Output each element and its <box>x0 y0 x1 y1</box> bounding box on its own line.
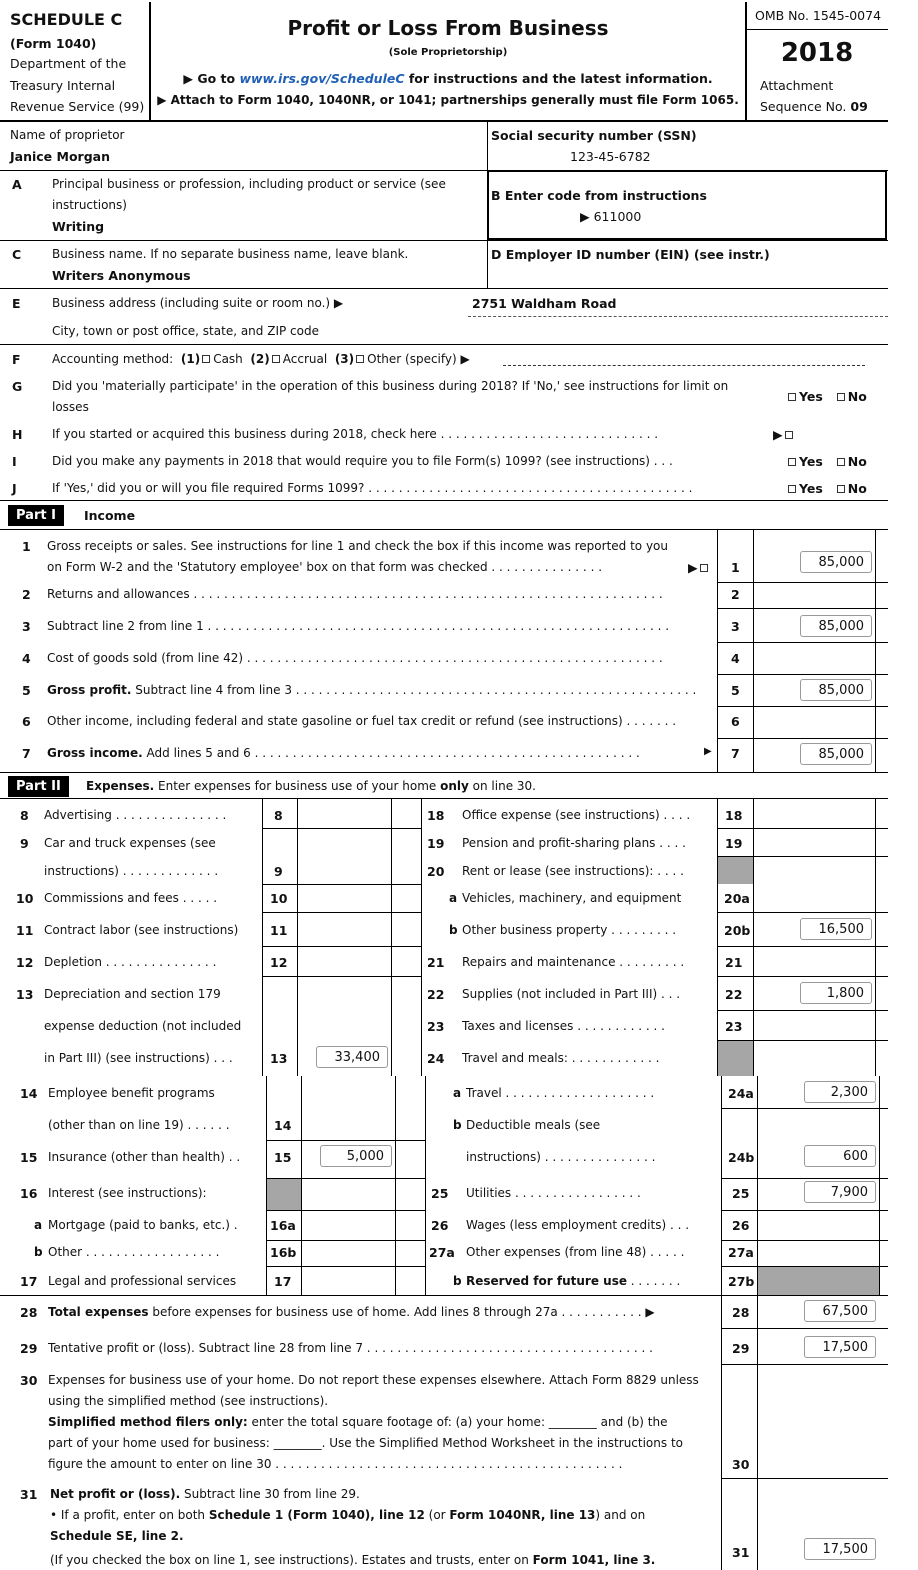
dept-line3: Revenue Service (99) <box>10 99 145 114</box>
row-i-label: Did you make any payments in 2018 that would require you to file Form(s) 1099? (see instructions) . . . <box>52 454 673 468</box>
cash-checkbox[interactable] <box>202 355 210 363</box>
row-g-letter: G <box>12 379 23 394</box>
line-29-label: Tentative profit or (loss). Subtract line 28 from line 7 . . . . . . . . . . . . . . . . . . . . . . . . . . . . . . . . . . . . . . <box>48 1341 653 1355</box>
accrual-checkbox[interactable] <box>272 355 280 363</box>
line-31-label3: Schedule SE, line 2. <box>50 1529 184 1543</box>
form-title: Profit or Loss From Business <box>287 16 609 40</box>
line-22-label: Supplies (not included in Part III) . . . <box>462 987 681 1001</box>
other-method-field[interactable] <box>503 365 865 366</box>
attach-line: ▶ Attach to Form 1040, 1040NR, or 1041; partnerships generally must file Form 1065. <box>157 93 739 107</box>
line-28-amount[interactable]: 67,500 <box>804 1300 876 1322</box>
line-24b-label: Deductible meals (see <box>466 1118 601 1132</box>
participate-choice[interactable]: Yes No <box>786 389 867 404</box>
row-h-letter: H <box>12 427 23 442</box>
line-3-label: Subtract line 2 from line 1 . . . . . . . . . . . . . . . . . . . . . . . . . . . . . . . . . . . . . . . . . . . . . . . . . . . . . . . . . . . . . <box>47 619 670 633</box>
line-21-label: Repairs and maintenance . . . . . . . . . <box>462 955 685 969</box>
line-4-label: Cost of goods sold (from line 42) . . . . . . . . . . . . . . . . . . . . . . . . . . . . . . . . . . . . . . . . . . . . . . . . . . . . . . . <box>47 651 663 665</box>
line-20b-label: Other business property . . . . . . . . . <box>462 923 677 937</box>
line-31-label4: (If you checked the box on line 1, see instructions). Estates and trusts, enter on Form 1041, line 3. <box>50 1553 656 1567</box>
omb-number: OMB No. 1545-0074 <box>755 8 882 23</box>
row-g-label: Did you 'materially participate' in the operation of this business during 2018? If 'No,' see instructions for limit on <box>52 379 729 393</box>
proprietor-name[interactable]: Janice Morgan <box>10 149 110 164</box>
line-3-amount[interactable]: 85,000 <box>800 615 872 637</box>
row-e-letter: E <box>12 296 21 311</box>
line-30-label2: using the simplified method (see instructions). <box>48 1394 329 1408</box>
row-e-label: Business address (including suite or room no.) ▶ <box>52 296 344 310</box>
line-31-amount[interactable]: 17,500 <box>804 1538 876 1560</box>
part-2-tag: Part II <box>8 776 69 797</box>
filed-1099-choice[interactable]: Yes No <box>786 481 867 496</box>
part-1-tag: Part I <box>8 505 64 526</box>
line-16b-label: Other . . . . . . . . . . . . . . . . . . <box>48 1245 220 1259</box>
attachment-label: Attachment <box>760 78 834 93</box>
line-13-amount[interactable]: 33,400 <box>316 1046 388 1068</box>
row-a-letter: A <box>12 177 22 192</box>
line-22-amount[interactable]: 1,800 <box>800 982 872 1004</box>
irs-link[interactable]: www.irs.gov/ScheduleC <box>239 71 405 86</box>
city-label: City, town or post office, state, and ZIP code <box>52 324 319 338</box>
row-j-letter: J <box>12 481 17 496</box>
line-11-label: Contract labor (see instructions) <box>44 923 239 937</box>
line-31-label2: • If a profit, enter on both Schedule 1 (Form 1040), line 12 (or Form 1040NR, line 13) and on <box>50 1508 646 1522</box>
line-5-label: Gross profit. Subtract line 4 from line 3 . . . . . . . . . . . . . . . . . . . . . . . . . . . . . . . . . . . . . . . . . . . . . . . . . . . . . <box>47 683 697 697</box>
line-9-label2: instructions) . . . . . . . . . . . . . <box>44 864 219 878</box>
business-address[interactable]: 2751 Waldham Road <box>472 296 617 311</box>
business-name[interactable]: Writers Anonymous <box>52 268 191 283</box>
line-26-label: Wages (less employment credits) . . . <box>466 1218 690 1232</box>
sequence-label: Sequence No. 09 <box>760 99 868 114</box>
line-30-label: Expenses for business use of your home. Do not report these expenses elsewhere. Attach Form 8829 unless <box>48 1373 699 1387</box>
dept-line1: Department of the <box>10 56 127 71</box>
line-13-label3: in Part III) (see instructions) . . . <box>44 1051 233 1065</box>
line-30-label3: Simplified method filers only: enter the total square footage of: (a) your home: ________ and (b) the <box>48 1415 668 1429</box>
started-checkbox[interactable]: ▶ <box>773 427 796 442</box>
goto-line: ▶ Go to www.irs.gov/ScheduleC for instructions and the latest information. <box>183 71 713 86</box>
line-9-label: Car and truck expenses (see <box>44 836 216 850</box>
line-1-label2: on Form W-2 and the 'Statutory employee' box on that form was checked . . . . . . . . . . . . . . . <box>47 560 603 574</box>
line-1-amount[interactable]: 85,000 <box>800 551 872 573</box>
line-28-label: Total expenses before expenses for business use of home. Add lines 8 through 27a . . . . . . . . . . . ▶ <box>48 1305 655 1319</box>
line-16-label: Interest (see instructions): <box>48 1186 207 1200</box>
line-30-label4: part of your home used for business: ________. Use the Simplified Method Worksheet in the instructions to <box>48 1436 683 1450</box>
row-i-letter: I <box>12 454 17 469</box>
ssn-label: Social security number (SSN) <box>491 128 697 143</box>
accounting-method: Accounting method: (1) Cash (2) Accrual (3) Other (specify) ▶ <box>52 352 470 366</box>
row-f-letter: F <box>12 352 21 367</box>
form-subtitle: (Sole Proprietorship) <box>388 47 508 58</box>
line-24a-amount[interactable]: 2,300 <box>804 1081 876 1103</box>
line-15-amount[interactable]: 5,000 <box>320 1145 392 1167</box>
line-25-amount[interactable]: 7,900 <box>804 1181 876 1203</box>
line-8-label: Advertising . . . . . . . . . . . . . . . <box>44 808 227 822</box>
form-ref: (Form 1040) <box>10 36 97 51</box>
payments-1099-choice[interactable]: Yes No <box>786 454 867 469</box>
line-7-label: Gross income. Add lines 5 and 6 . . . . . . . . . . . . . . . . . . . . . . . . . . . . . . . . . . . . . . . . . . . . . . . . . . . <box>47 746 640 760</box>
line-20-label: Rent or lease (see instructions): . . . . <box>462 864 684 878</box>
line-16a-label: Mortgage (paid to banks, etc.) . <box>48 1218 238 1232</box>
row-a-label: Principal business or profession, including product or service (see <box>52 177 446 191</box>
line-1-label: Gross receipts or sales. See instructions for line 1 and check the box if this income was reported to you <box>47 539 669 553</box>
line-5-amount[interactable]: 85,000 <box>800 679 872 701</box>
schedule-label: SCHEDULE C <box>10 10 123 29</box>
row-a-label2: instructions) <box>52 198 127 212</box>
row-g-label2: losses <box>52 400 89 414</box>
other-method-checkbox[interactable] <box>356 355 364 363</box>
row-h-label: If you started or acquired this business during 2018, check here . . . . . . . . . . . . . . . . . . . . . . . . . . . . . <box>52 427 659 441</box>
line-14-label2: (other than on line 19) . . . . . . <box>48 1118 230 1132</box>
part-1-title: Income <box>84 508 136 523</box>
part-2-title: Expenses. Enter expenses for business use of your home only on line 30. <box>86 779 536 793</box>
line-25-label: Utilities . . . . . . . . . . . . . . . . . <box>466 1186 641 1200</box>
line-27a-label: Other expenses (from line 48) . . . . . <box>466 1245 685 1259</box>
row-c-label: Business name. If no separate business name, leave blank. <box>52 247 409 261</box>
row-d-label: D Employer ID number (EIN) (see instr.) <box>491 247 770 262</box>
line-13-label2: expense deduction (not included <box>44 1019 242 1033</box>
row-c-letter: C <box>12 247 22 262</box>
ssn-value[interactable]: 123-45-6782 <box>570 149 651 164</box>
line-6-label: Other income, including federal and state gasoline or fuel tax credit or refund (see instructions) . . . . . . . <box>47 714 677 728</box>
row-b-label: B Enter code from instructions <box>491 188 707 203</box>
line-13-label: Depreciation and section 179 <box>44 987 221 1001</box>
line-12-label: Depletion . . . . . . . . . . . . . . . <box>44 955 217 969</box>
line-15-label: Insurance (other than health) . . <box>48 1150 241 1164</box>
code-box <box>487 170 887 240</box>
line-14-label: Employee benefit programs <box>48 1086 215 1100</box>
line-27b-label: Reserved for future use . . . . . . . <box>466 1274 681 1288</box>
name-label: Name of proprietor <box>10 128 125 142</box>
line-24b-label2: instructions) . . . . . . . . . . . . . . . <box>466 1150 656 1164</box>
line-7-amount[interactable]: 85,000 <box>800 743 872 765</box>
principal-business[interactable]: Writing <box>52 219 105 234</box>
line-19-label: Pension and profit-sharing plans . . . . <box>462 836 686 850</box>
line-20a-label: Vehicles, machinery, and equipment <box>462 891 682 905</box>
line-24b-amount[interactable]: 600 <box>804 1145 876 1167</box>
tax-year: 2018 <box>780 38 854 68</box>
line-30-label5: figure the amount to enter on line 30 . . . . . . . . . . . . . . . . . . . . . . . . . . . . . . . . . . . . . . . . . . . . . . <box>48 1457 623 1471</box>
business-code[interactable]: ▶ 611000 <box>580 209 642 224</box>
line-17-label: Legal and professional services <box>48 1274 237 1288</box>
line-31-label: Net profit or (loss). Subtract line 30 from line 29. <box>50 1487 360 1501</box>
line-20b-amount[interactable]: 16,500 <box>800 918 872 940</box>
row-j-label: If 'Yes,' did you or will you file required Forms 1099? . . . . . . . . . . . . . . . . . . . . . . . . . . . . . . . . . . . . . . . . . . . <box>52 481 693 495</box>
line-10-label: Commissions and fees . . . . . <box>44 891 218 905</box>
statutory-employee-checkbox[interactable]: ▶ <box>688 560 711 575</box>
line-24-label: Travel and meals: . . . . . . . . . . . . <box>462 1051 660 1065</box>
line-23-label: Taxes and licenses . . . . . . . . . . . . <box>462 1019 665 1033</box>
dept-line2: Treasury Internal <box>10 78 116 93</box>
line-29-amount[interactable]: 17,500 <box>804 1336 876 1358</box>
line-2-label: Returns and allowances . . . . . . . . . . . . . . . . . . . . . . . . . . . . . . . . . . . . . . . . . . . . . . . . . . . . . . . . . . . . . . <box>47 587 663 601</box>
line-24a-label: Travel . . . . . . . . . . . . . . . . . . . . <box>466 1086 655 1100</box>
line-18-label: Office expense (see instructions) . . . . <box>462 808 691 822</box>
